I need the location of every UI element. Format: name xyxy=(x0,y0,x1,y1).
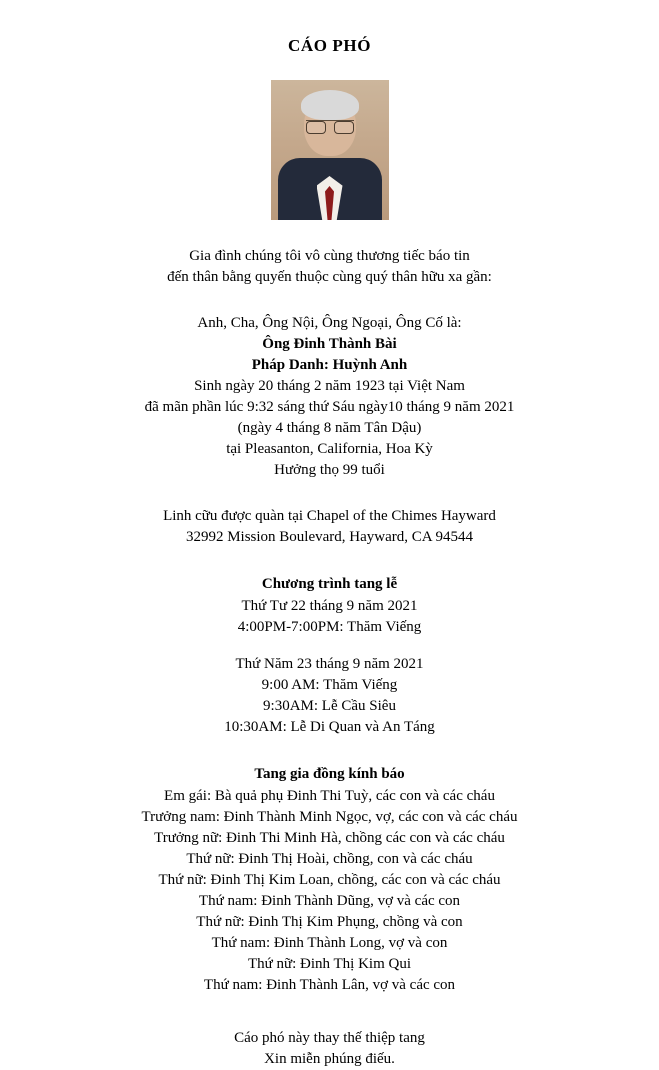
detail-line-5: Hưởng thọ 99 tuổi xyxy=(274,462,385,478)
spacer xyxy=(40,497,619,506)
page-title: CÁO PHÓ xyxy=(287,36,372,55)
dharma-name: Pháp Danh: Huỳnh Anh xyxy=(251,357,408,373)
detail-line-2: đã mãn phần lúc 9:32 sáng thứ Sáu ngày10 tháng 9 năm 2021 xyxy=(144,399,515,415)
portrait-glasses xyxy=(306,120,354,133)
spacer xyxy=(40,1012,619,1028)
location-line-1: Linh cữu được quàn tại Chapel of the Chimes Hayward xyxy=(163,508,496,524)
deceased-name: Ông Đinh Thành Bài xyxy=(262,336,397,352)
detail-line-1: Sinh ngày 20 tháng 2 năm 1923 tại Việt Nam xyxy=(194,378,465,394)
program-day2-line-3: 9:30AM: Lễ Cầu Siêu xyxy=(263,698,396,714)
program-day2-line-4: 10:30AM: Lễ Di Quan và An Táng xyxy=(224,719,435,735)
program-day1-line-2: 4:00PM-7:00PM: Thăm Viếng xyxy=(237,619,422,635)
location-block xyxy=(40,506,619,548)
family-member: Thứ nam: Đinh Thành Lân, vợ và các con xyxy=(203,977,456,993)
program-block xyxy=(40,573,619,738)
spacer xyxy=(40,304,619,313)
family-member: Em gái: Bà quả phụ Đinh Thi Tuỳ, các con và các cháu xyxy=(164,788,495,804)
intro-line-2: đến thân bằng quyến thuộc cùng quý thân hữu xa gần: xyxy=(167,269,492,285)
family-member: Thứ nam: Đinh Thành Dũng, vợ và các con xyxy=(198,893,461,909)
spacer xyxy=(40,564,619,573)
family-member: Thứ nữ: Đinh Thị Kim Qui xyxy=(247,956,412,972)
program-heading: Chương trình tang lễ xyxy=(261,576,398,592)
portrait-container xyxy=(40,80,619,220)
family-member: Thứ nữ: Đinh Thị Kim Loan, chồng, các con và các cháu xyxy=(158,872,501,888)
program-day2-line-2: 9:00 AM: Thăm Viếng xyxy=(261,677,398,693)
closing-line-1: Cáo phó này thay thế thiệp tang xyxy=(234,1030,425,1046)
family-member: Thứ nữ: Đinh Thị Kim Phụng, chồng và con xyxy=(196,914,463,930)
program-day2-line-1: Thứ Năm 23 tháng 9 năm 2021 xyxy=(235,656,424,672)
detail-line-4: tại Pleasanton, California, Hoa Kỳ xyxy=(226,441,433,457)
program-day1-line-1: Thứ Tư 22 tháng 9 năm 2021 xyxy=(241,598,418,614)
closing-block xyxy=(40,1028,619,1070)
location-line-2: 32992 Mission Boulevard, Hayward, CA 94544 xyxy=(185,529,474,545)
family-block xyxy=(40,763,619,996)
deceased-block xyxy=(40,313,619,481)
portrait-hair xyxy=(301,90,359,120)
family-heading: Tang gia đồng kính báo xyxy=(254,766,405,782)
spacer xyxy=(40,754,619,763)
portrait-photo xyxy=(271,80,389,220)
spacer xyxy=(40,638,619,654)
intro-line-1: Gia đình chúng tôi vô cùng thương tiếc báo tin xyxy=(189,248,470,264)
family-member: Trưởng nữ: Đinh Thi Minh Hà, chồng các con và các cháu xyxy=(154,830,505,846)
relation-line: Anh, Cha, Ông Nội, Ông Ngoại, Ông Cố là: xyxy=(197,315,462,331)
intro-block xyxy=(40,246,619,288)
family-member: Trưởng nam: Đinh Thành Minh Ngọc, vợ, các con và các cháu xyxy=(141,809,518,825)
closing-line-2: Xin miễn phúng điếu. xyxy=(264,1051,395,1067)
family-member: Thứ nam: Đinh Thành Long, vợ và con xyxy=(211,935,448,951)
family-member: Thứ nữ: Đinh Thị Hoài, chồng, con và các cháu xyxy=(186,851,473,867)
detail-line-3: (ngày 4 tháng 8 năm Tân Dậu) xyxy=(237,420,422,436)
